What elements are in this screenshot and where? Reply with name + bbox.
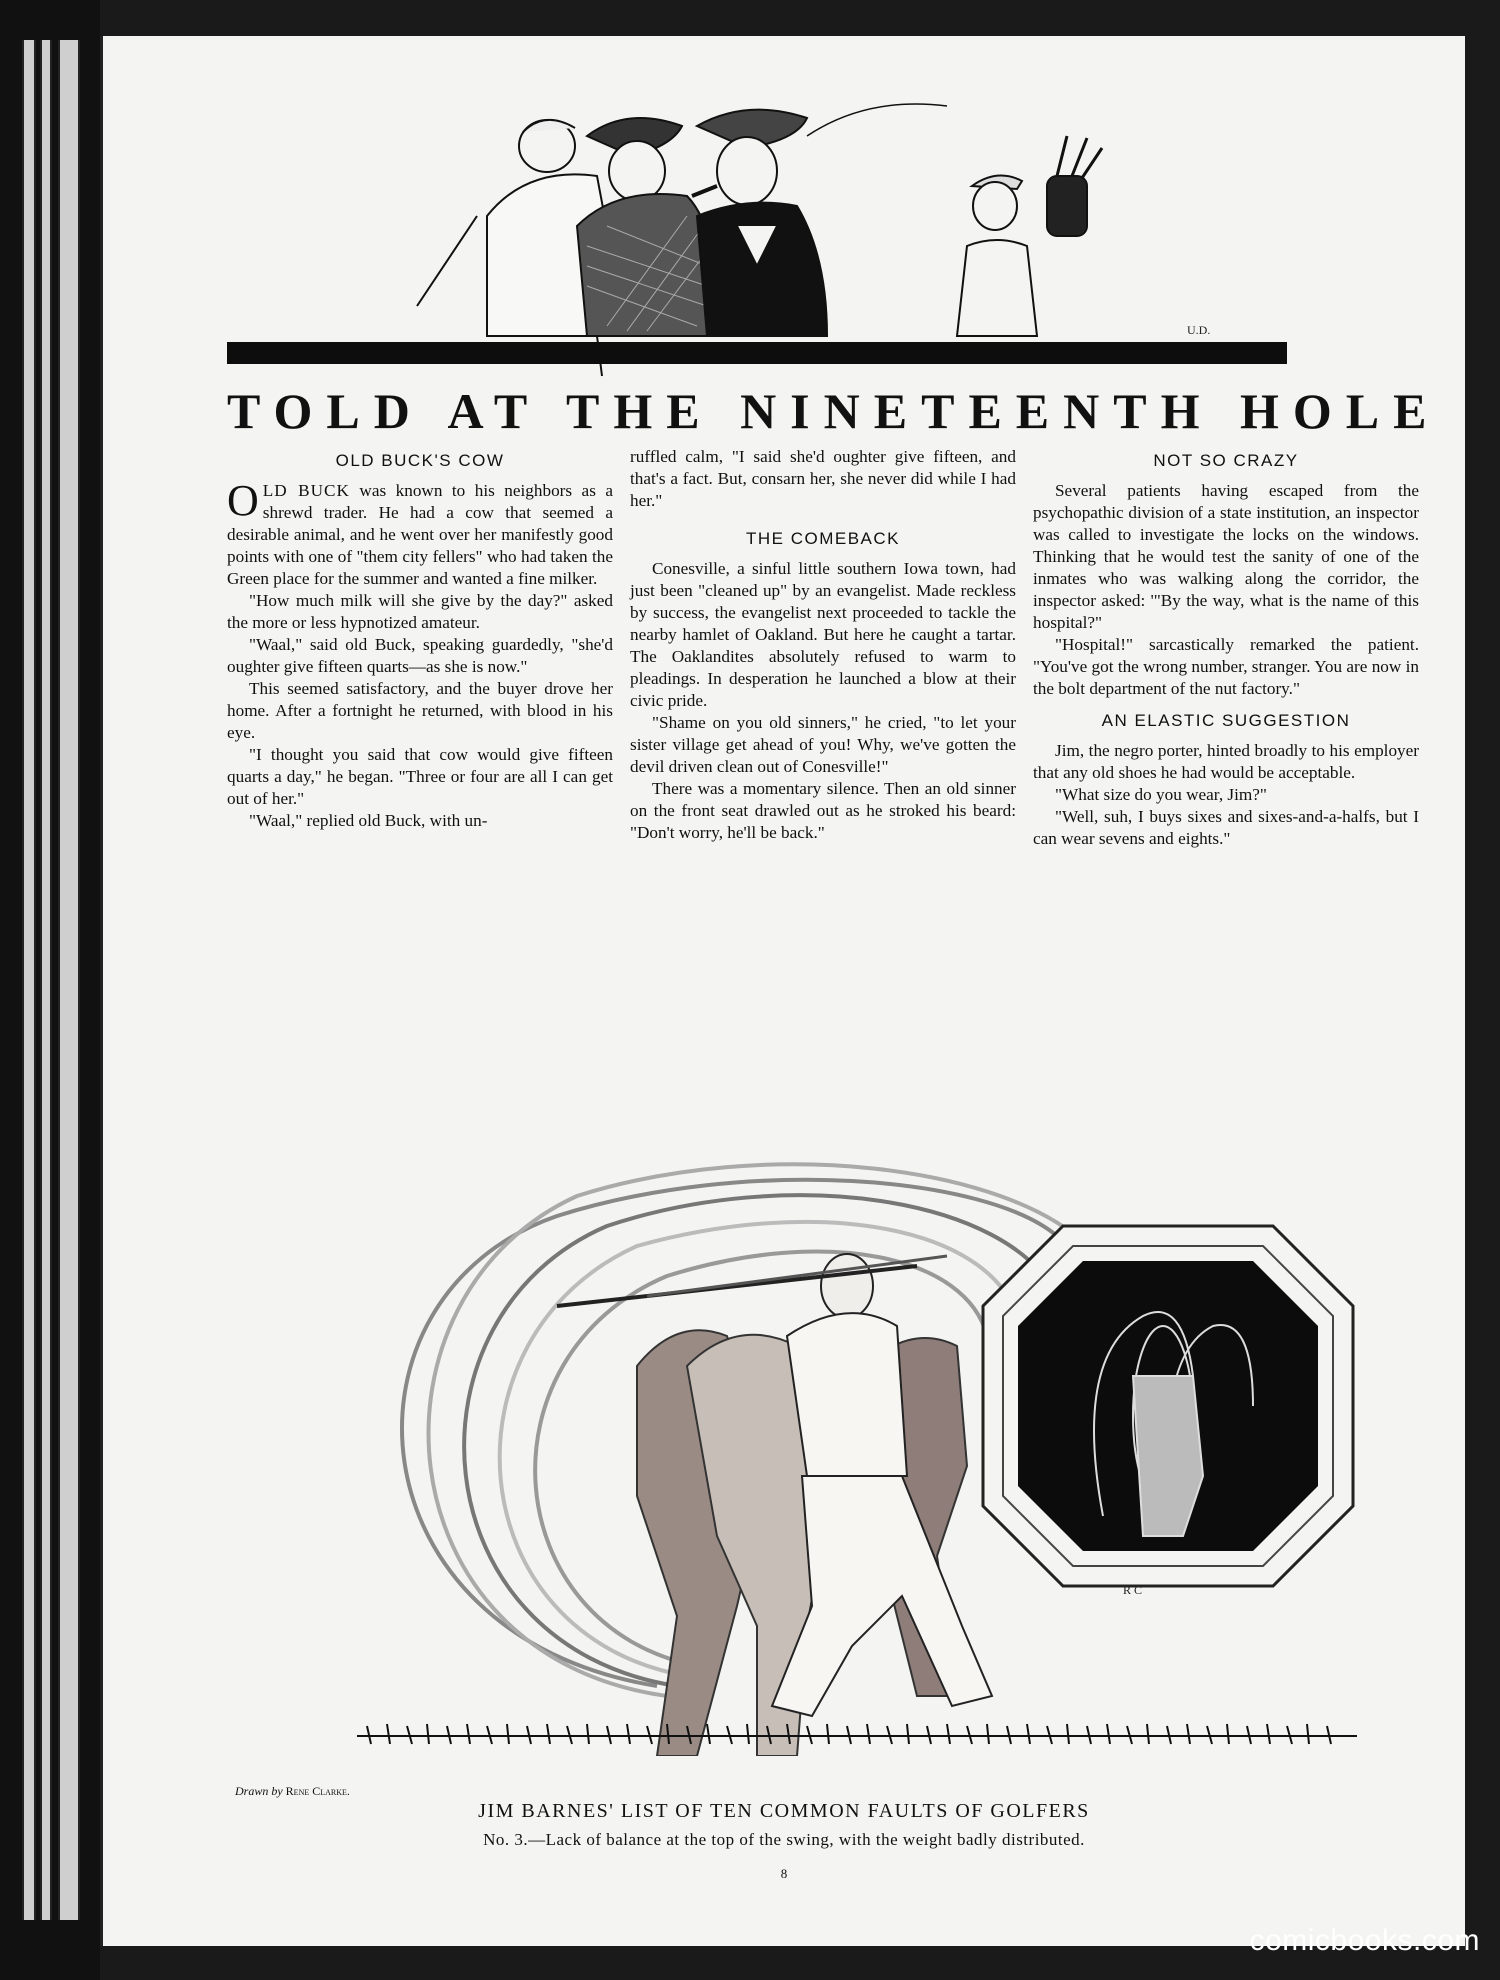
section-heading: NOT SO CRAZY	[1153, 451, 1299, 470]
illustration-credit	[235, 1784, 350, 1799]
page-number: 8	[780, 1866, 788, 1881]
page-edge-strip	[58, 40, 80, 1920]
book-edge	[0, 0, 100, 1980]
page-headline: TOLD AT THE NINETEENTH HOLE	[227, 383, 1441, 439]
article-paragraph: "Hospital!" sarcastically remarked the patient. "You've got the wrong number, stranger. You are now in the bolt department of the nut factory."	[1033, 635, 1419, 698]
site-watermark: comicbooks.com	[1249, 1924, 1480, 1957]
caption-subtitle: No. 3.—Lack of balance at the top of the swing, with the weight badly distributed.	[483, 1830, 1085, 1849]
article-paragraph: There was a momentary silence. Then an old sinner on the front seat drawled out as he stroked his beard: "Don't worry, he'll be back."	[630, 779, 1016, 842]
article-paragraph: This seemed satisfactory, and the buyer drove her home. After a fortnight he returned, with blood in his eye.	[227, 679, 613, 742]
magazine-page	[100, 36, 1465, 1946]
article-paragraph	[227, 476, 613, 590]
credit-name: Rene Clarke.	[285, 1784, 350, 1798]
inset-signature: R C	[1123, 1583, 1143, 1596]
section-heading: OLD BUCK'S COW	[335, 451, 505, 470]
article-paragraph: "I thought you said that cow would give fifteen quarts a day," he began. "Three or four are all I can get out of her."	[227, 745, 613, 808]
caption-title: JIM BARNES' LIST OF TEN COMMON FAULTS OF GOLFERS	[478, 1800, 1090, 1822]
banner-bar	[227, 342, 1287, 364]
column-the-comeback	[630, 446, 1016, 844]
lead-caps: LD BUCK	[262, 481, 350, 500]
article-paragraph: Jim, the negro porter, hinted broadly to his employer that any old shoes he had would be acceptable.	[1033, 741, 1419, 782]
article-paragraph: ruffled calm, "I said she'd oughter give fifteen, and that's a fact. But, consarn her, she never did while I had her."	[630, 447, 1016, 510]
page-edge-strip	[40, 40, 52, 1920]
column-not-so-crazy	[1033, 446, 1419, 850]
article-paragraph: Several patients having escaped from the psychopathic division of a state institution, an inspector was called to investigate the locks on the windows. Thinking that he would test the sanity of one of the inmates who was walking along the corridor, the inspector asked: '"By the way, what is the name of this hospital?"	[1033, 481, 1419, 632]
column-old-bucks-cow	[227, 446, 613, 832]
article-paragraph: "How much milk will she give by the day?" asked the more or less hypnotized amateur.	[227, 591, 613, 632]
drop-cap: O	[227, 476, 259, 525]
article-paragraph: "Well, suh, I buys sixes and sixes-and-a-halfs, but I can wear sevens and eights."	[1033, 807, 1419, 848]
inset-photo-frame	[973, 1216, 1363, 1596]
section-heading: AN ELASTIC SUGGESTION	[1101, 711, 1351, 730]
page-edge-strip	[22, 40, 36, 1920]
paragraph-text: was known to his neighbors as a shrewd trader. He had a cow that seemed a desirable animal, and he went over her manifestly good points with one of "them city fellers" who had taken the Green place for the summer and wanted a fine milker.	[227, 481, 613, 588]
article-paragraph: Conesville, a sinful little southern Iowa town, had just been "cleaned up" by an evangelist. Made reckless by success, the evangelist next proceeded to tackle the nearby hamlet of Oakland. But here he caught a tartar. The Oaklandites absolutely refused to warm to pleadings. In desperation he launched a blow at their civic pride.	[630, 559, 1016, 710]
article-paragraph: "Waal," said old Buck, speaking guardedly, "she'd oughter give fifteen quarts—as she is now."	[227, 635, 613, 676]
article-paragraph: "What size do you wear, Jim?"	[1055, 785, 1267, 804]
section-heading: THE COMEBACK	[745, 529, 901, 548]
article-paragraph: "Waal," replied old Buck, with un-	[249, 811, 488, 830]
credit-prefix: Drawn by	[235, 1784, 283, 1798]
article-paragraph: "Shame on you old sinners," he cried, "to let your sister village get ahead of you! Why, we've gotten the devil driven clean out of Conesville!"	[630, 713, 1016, 776]
top-art-signature: U.D.	[1187, 323, 1211, 337]
